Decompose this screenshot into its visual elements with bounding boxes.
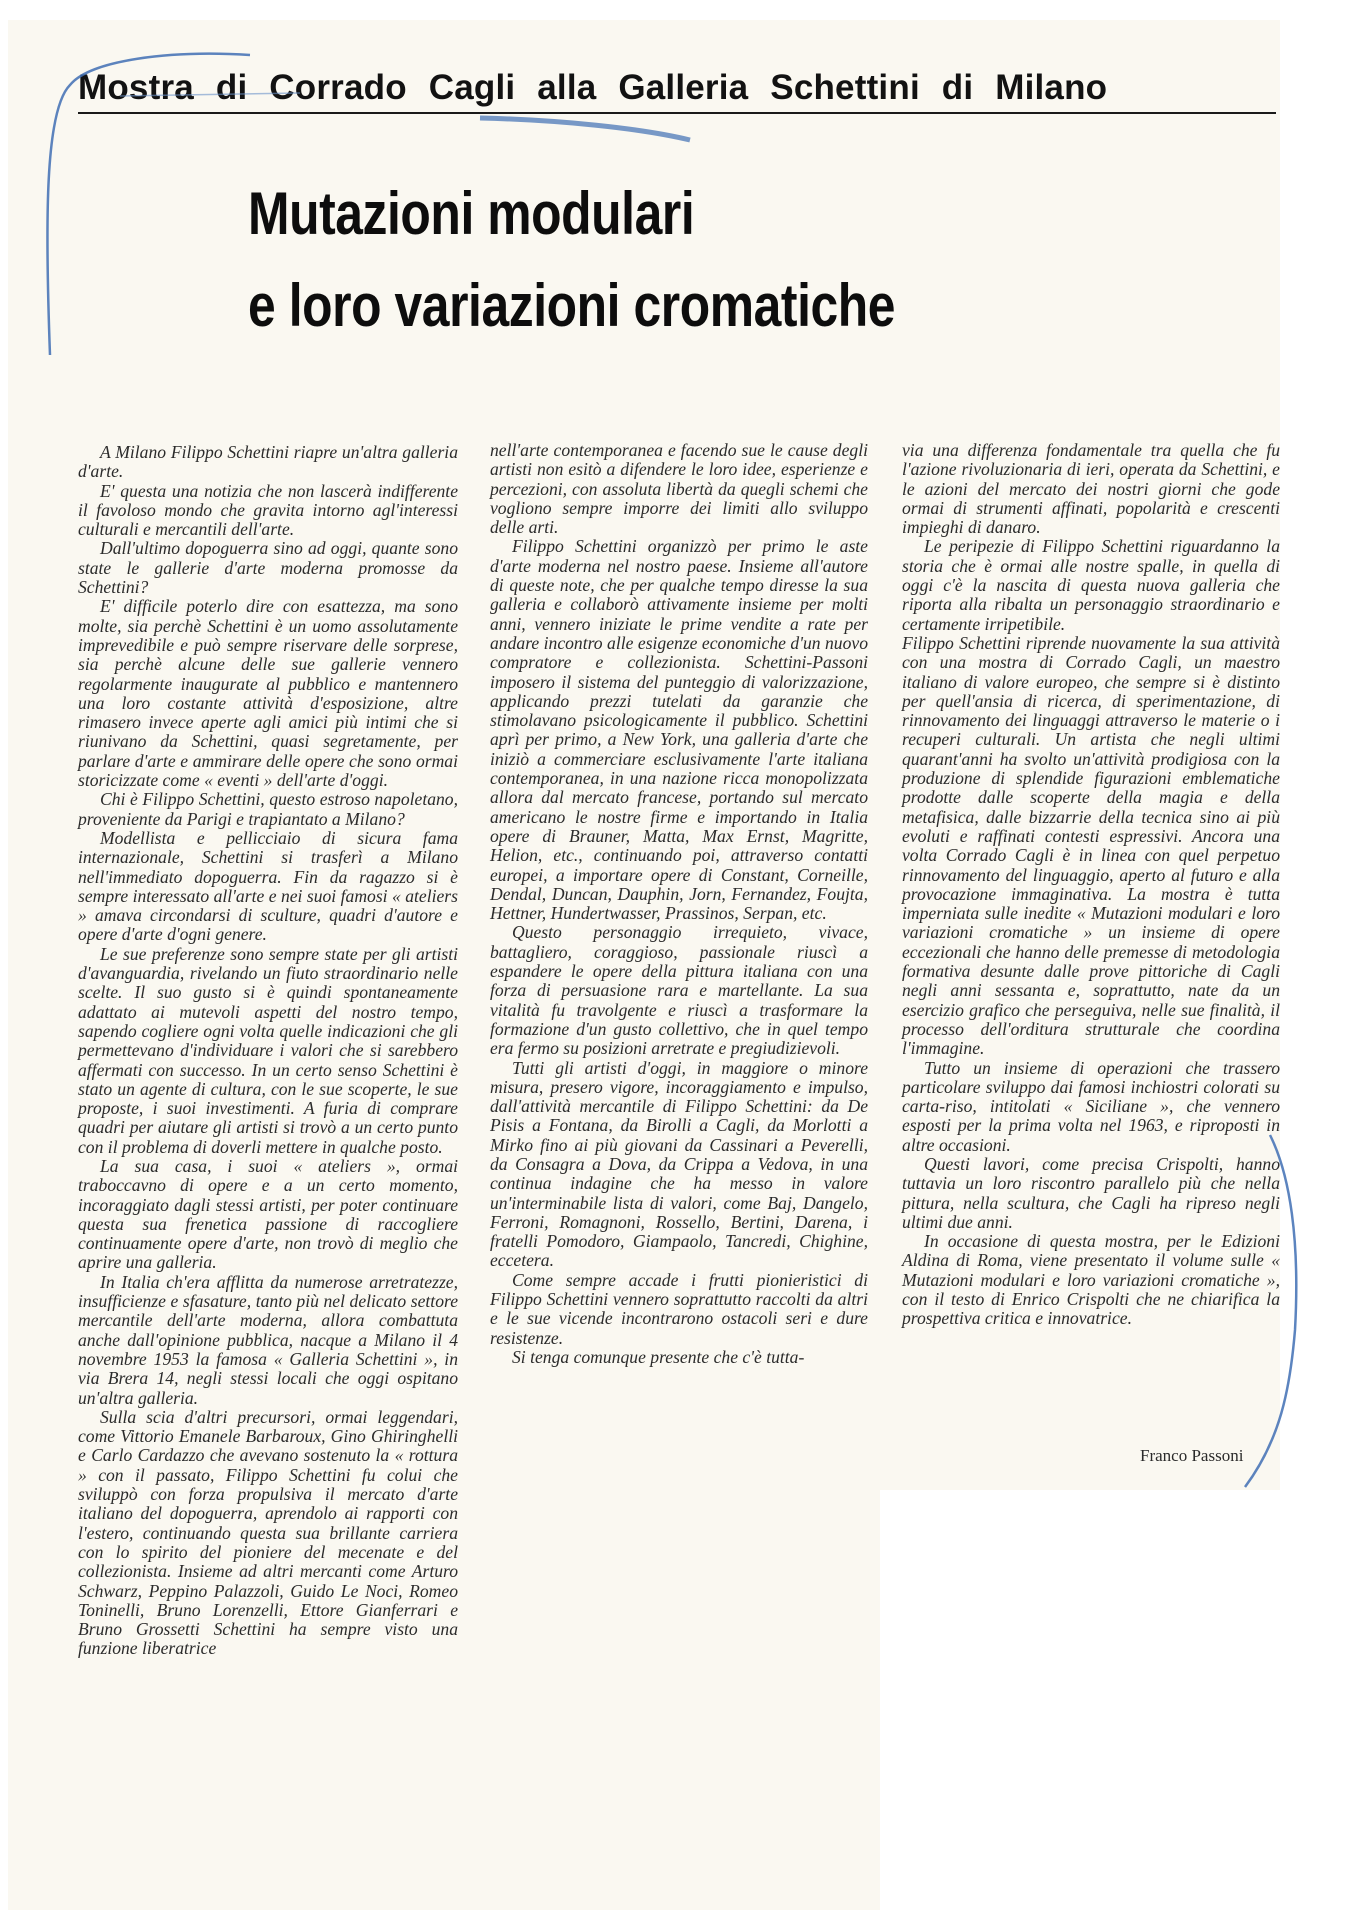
article-kicker-headline: Mostra di Corrado Cagli alla Galleria Schettini di Milano xyxy=(78,68,1108,107)
paragraph: Questi lavori, come precisa Crispolti, hanno tuttavia un loro riscontro parallelo più che nella pittura, nella scultura, che Cagli ha ripreso negli ultimi due anni. xyxy=(902,1153,1280,1232)
title-line-2: e loro variazioni cromatiche xyxy=(248,272,896,339)
paragraph: In Italia ch'era afflitta da numerose arretratezze, insufficienze e sfasature, tanto più nel delicato settore mercantile dell'arte moderna, allora combattuta anche dall'opinione pubblica, nacque a Milano il 4 novembre 1953 la famosa « Galleria Schettini », in via Brera 14, negli stessi locali che oggi ospitano un'altra galleria. xyxy=(78,1271,458,1408)
paragraph: Filippo Schettini riprende nuovamente la sua attività con una mostra di Corrado Cagli, un maestro italiano di valore europeo, che sempre si è distinto per quell'ansia di ricerca, di sperimentazione, di rinnovamento dei linguaggi attraverso le materie o i recuperi culturali. Un artista che negli ultimi quarant'anni ha svolto un'attività prodigiosa con la produzione di splendide figurazioni emblematiche prodotte dalle scoperte della magia e della metafisica, dalle bizzarrie della tecnica sino ai più evoluti e raffinati contesti espressivi. Ancora una volta Corrado Cagli è in linea con quel perpetuo rinnovamento del linguaggio, aperto al futuro e alla provocazione immaginativa. La mostra è tutta imperniata sulle inedite « Mutazioni modulari e loro variazioni cromatiche » un insieme di opere eccezionali che hanno delle premesse di metodologia formativa desunte dalle prove pittoriche di Cagli negli anni sessanta e, soprattutto, nate da un esercizio grafico che perseguiva, nelle sue finalità, il processo dell'orditura strutturale che coordina l'immagine. xyxy=(902,632,1280,1059)
text-column-2 xyxy=(490,441,868,1367)
paragraph: via una differenza fondamentale tra quella che fu l'azione rivoluzionaria di ieri, operata da Schettini, e le azioni del mercato dei nostri giorni che gode ormai di strumenti affinati, popolarità e crescenti impieghi di danaro. xyxy=(902,440,1280,538)
paragraph: Le sue preferenze sono sempre state per gli artisti d'avanguardia, rivelando un fiuto straordinario nelle scelte. Il suo gusto si è quindi spontaneamente adattato ai mutevoli aspetti del nostro tempo, sapendo cogliere ogni volta quelle indicazioni che gli permettevano d'individuare i valori che si sarebbero affermati con successo. In un certo senso Schettini è stato un agente di cultura, con le sue scoperte, le sue proposte, i suoi investimenti. A furia di comprare quadri per aiutare gli artisti si trovò a un certo punto con il problema di doverli mettere in qualche posto. xyxy=(78,943,458,1157)
text-column-3 xyxy=(902,441,1280,1329)
paragraph: Questo personaggio irrequieto, vivace, battagliero, coraggioso, passionale riuscì a espandere le opere della pittura italiana con una forza di persuasione rara e martellante. La sua vitalità fu travolgente e riuscì a trasformare la formazione d'un gusto collettivo, che in quel tempo era fermo su posizioni arretrate e pregiudizievoli. xyxy=(490,922,868,1059)
blank-area xyxy=(880,1490,1355,1920)
paragraph: Si tenga comunque presente che c'è tutta- xyxy=(512,1346,805,1367)
article-title xyxy=(248,168,895,352)
paragraph: nell'arte contemporanea e facendo sue le cause degli artisti non esitò a difendere le loro idee, esperienze e percezioni, con assoluta libertà da quegli schemi che vogliono sempre imporre dei limiti allo sviluppo delle arti. xyxy=(490,440,868,538)
paragraph: Tutti gli artisti d'oggi, in maggiore o minore misura, presero vigore, incoraggiamento e impulso, dall'attività mercantile di Filippo Schettini: da De Pisis a Fontana, da Birolli a Cagli, da Morlotti a Mirko fino ai più giovani da Cassinari a Peverelli, da Consagra a Dova, da Crippa a Vedova, in una continua indagine che ha messo in valore un'interminabile lista di valori, come Baj, Dangelo, Ferroni, Romagnoni, Rossello, Bertini, Darena, i fratelli Pomodoro, Giampaolo, Tancredi, Chighine, eccetera. xyxy=(490,1057,868,1271)
paragraph: Modellista e pellicciaio di sicura fama internazionale, Schettini si trasferì a Milano nell'immediato dopoguerra. Fin da ragazzo si è sempre interessato all'arte e nei suoi famosi « ateliers » amava circondarsi di sculture, quadri d'autore e opere d'arte d'ogni genere. xyxy=(78,827,458,945)
paragraph: La sua casa, i suoi « ateliers », ormai traboccavno di opere e a un certo momento, incoraggiato dagli stessi artisti, per poter continuare questa sua frenetica passione di raccogliere continuamente opere d'arte, non trovò di meglio che aprire una galleria. xyxy=(78,1155,458,1273)
headline-rule xyxy=(78,112,1276,114)
paragraph: E' questa una notizia che non lascerà indifferente il favoloso mondo che gravita intorno agl'interessi culturali e mercantili dell'arte. xyxy=(78,480,458,540)
paragraph: Sulla scia d'altri precursori, ormai leggendari, come Vittorio Emanele Barbaroux, Gino Ghiringhelli e Carlo Cardazzo che avevano sostenuto la « rottura » con il passato, Filippo Schettini fu colui che sviluppò con forza propulsiva il mercato d'arte italiano del dopoguerra, aprendolo ai rapporti con l'estero, continuando questa sua brillante carriera con lo spirito del pioniere del mecenate e del collezionista. Insieme ad altri mercanti come Arturo Schwarz, Peppino Palazzoli, Guido Le Noci, Romeo Toninelli, Bruno Lorenzelli, Ettore Gianferrari e Bruno Grossetti Schettini ha sempre visto una funzione liberatrice xyxy=(78,1406,458,1659)
paragraph: In occasione di questa mostra, per le Edizioni Aldina di Roma, viene presentato il volume sulle « Mutazioni modulari e loro variazioni cromatiche », con il testo di Enrico Crispolti che ne chiarifica la prospettiva critica e innovatrice. xyxy=(902,1231,1280,1329)
paragraph: Dall'ultimo dopoguerra sino ad oggi, quante sono state le gallerie d'arte moderna promosse da Schettini? xyxy=(78,538,458,598)
paragraph: A Milano Filippo Schettini riapre un'altra galleria d'arte. xyxy=(78,442,458,482)
paragraph: Chi è Filippo Schettini, questo estroso napoletano, proveniente da Parigi e trapiantato a Milano? xyxy=(78,789,458,829)
text-column-1 xyxy=(78,443,458,1659)
author-signature: Franco Passoni xyxy=(1140,1446,1244,1465)
paragraph: Filippo Schettini organizzò per primo le aste d'arte moderna nel nostro paese. Insieme all'autore di queste note, che per qualche tempo diresse la sua galleria e collaborò attivamente insieme per molti anni, vennero iniziate le prime vendite a rate per andare incontro alle esigenze economiche d'un nuovo compratore e collezionista. Schettini-Passoni imposero il sistema del punteggio di valorizzazione, applicando prezzi tutelati da garanzie che stimolavano psicologicamente il pubblico. Schettini aprì per primo, a New York, una galleria d'arte che iniziò a commerciare esclusivamente l'arte italiana contemporanea, in una nazione ricca monopolizzata allora dal mercato francese, portando sul mercato americano le nostre firme e importando in Italia opere di Brauner, Matta, Max Ernst, Magritte, Helion, etc., continuando poi, attraverso contatti europei, a importare opere di Constant, Corneille, Dendal, Duncan, Dauphin, Jorn, Fernandez, Foujta, Hettner, Hundertwasser, Prassinos, Serpan, etc. xyxy=(490,536,868,924)
paragraph: Tutto un insieme di operazioni che trassero particolare sviluppo dai famosi inchiostri colorati su carta-riso, intitolati « Siciliane », che vennero esposti per la prima volta nel 1963, e riproposti in altre occasioni. xyxy=(902,1057,1280,1155)
paragraph: E' difficile poterlo dire con esattezza, ma sono molte, sia perchè Schettini è un uomo assolutamente imprevedibile e può sempre riservare delle sorprese, sia perchè alcune delle sue gallerie vennero regolarmente inaugurate al pubblico e mantennero una loro costante attività d'esposizione, altre rimasero invece aperte agli amici più intimi che si riunivano da Schettini, quasi segretamente, per parlare d'arte e ammirare delle opere che sono ormai storicizzate come « eventi » dell'arte d'oggi. xyxy=(78,596,458,791)
title-line-1: Mutazioni modulari xyxy=(248,180,695,247)
paragraph: Come sempre accade i frutti pionieristici di Filippo Schettini vennero soprattutto raccolti da altri e le sue vicende incontrarono ostacoli seri e dure resistenze. xyxy=(490,1269,868,1348)
paragraph: Le peripezie di Filippo Schettini riguardanno la storia che è ormai alle nostre spalle, in quella di oggi c'è la nascita di questa nuova galleria che riporta alla ribalta un personaggio straordinario e certamente irripetibile. xyxy=(902,536,1280,634)
